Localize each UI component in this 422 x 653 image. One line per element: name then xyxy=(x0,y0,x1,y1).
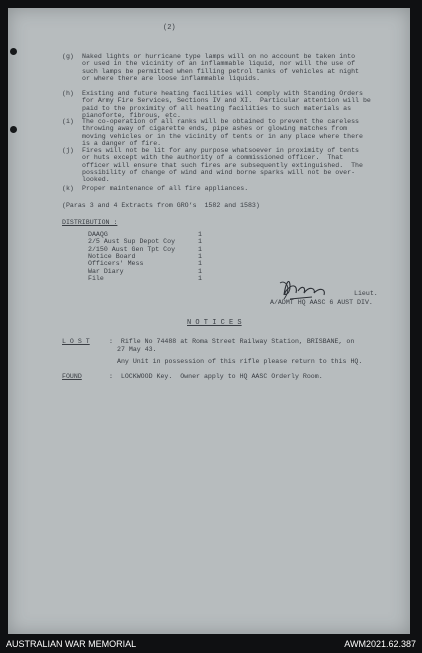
distribution-item-count: 1 xyxy=(198,274,202,282)
footer-reference: AWM2021.62.387 xyxy=(344,639,416,649)
paragraph-line: throwing away of cigarette ends, pipe ashes or glowing matches from xyxy=(82,125,348,133)
signature-rank: Lieut. xyxy=(354,290,378,297)
paragraph-line: is a danger of fire. xyxy=(82,139,162,147)
distribution-item-name: Officers' Mess xyxy=(88,260,144,268)
lost-instruction: Any Unit in possession of this rifle please return to this HQ. xyxy=(117,358,363,365)
distribution-heading: DISTRIBUTION : xyxy=(62,219,118,226)
paragraph-body xyxy=(82,118,363,147)
paragraph-line: Existing and future heating facilities will comply with Standing Orders xyxy=(82,90,363,97)
paragraph-line: pianoforte, fibrous, etc. xyxy=(82,111,181,119)
lost-text: : Rifle No 74488 at Roma Street Railway Station, BRISBANE, on xyxy=(109,338,355,345)
reference-line: (Paras 3 and 4 Extracts from GRO’s 1582 and 1583) xyxy=(62,202,260,209)
punch-hole xyxy=(10,48,17,55)
paragraph-label: (g) xyxy=(62,53,74,60)
distribution-item-count: 1 xyxy=(198,245,202,253)
notices-heading: N O T I C E S xyxy=(187,319,242,327)
paragraph-body xyxy=(82,185,248,192)
paragraph-line: such lamps be permitted when filling petrol tanks of vehicles at night xyxy=(82,67,359,75)
archive-footer xyxy=(0,634,422,653)
paragraph-label: (j) xyxy=(62,147,74,154)
paragraph-line: for Army Fire Services, Sections IV and XI. Particular attention will be xyxy=(82,97,371,105)
lost-date: 27 May 43. xyxy=(117,346,157,353)
distribution-item-count: 1 xyxy=(198,252,202,260)
found-label: FOUND xyxy=(62,373,82,380)
paragraph-line: The co-operation of all ranks will be obtained to prevent the careless xyxy=(82,118,359,125)
distribution-item-count: 1 xyxy=(198,231,202,238)
paragraph-body xyxy=(82,53,359,82)
distribution-item-count: 1 xyxy=(198,260,202,268)
distribution-item-count: 1 xyxy=(198,267,202,275)
paragraph-body xyxy=(82,90,371,119)
paragraph-line: or used in the vicinity of an inflammable liquid, nor will the use of xyxy=(82,60,356,68)
paragraph-line: paid to the proximity of all heating facilities to such materials as xyxy=(82,104,352,112)
document-page xyxy=(8,8,410,634)
distribution-item-name: DAAQG xyxy=(88,231,108,238)
signature-appointment: A/ADMT HQ AASC 6 AUST DIV. xyxy=(270,299,373,306)
footer-institution: AUSTRALIAN WAR MEMORIAL xyxy=(6,639,137,649)
distribution-item-count: 1 xyxy=(198,238,202,246)
paragraph-line: or huts except with the authority of a commissioned officer. That xyxy=(82,154,344,162)
paragraph-line: moving vehicles or in the vicinity of tents or in any place where there xyxy=(82,132,363,140)
page-number: (2) xyxy=(163,24,176,32)
paragraph-line: Naked lights or hurricane type lamps will on no account be taken into xyxy=(82,53,356,60)
distribution-item-name: Notice Board xyxy=(88,252,136,260)
paragraph-line: Proper maintenance of all fire appliances. xyxy=(82,185,249,192)
distribution-item-name: 2/150 Aust Gen Tpt Coy xyxy=(88,245,176,253)
paragraph-label: (k) xyxy=(62,185,74,192)
found-text: : LOCKWOOD Key. Owner apply to HQ AASC Orderly Room. xyxy=(109,373,323,380)
paragraph-body xyxy=(82,147,363,183)
paragraph-line: looked. xyxy=(82,176,110,184)
distribution-item-name: File xyxy=(88,274,104,282)
lost-label: L O S T xyxy=(62,338,90,345)
paragraph-line: or where there are loose inflammable liquids. xyxy=(82,74,261,82)
paragraph-label: (i) xyxy=(62,118,74,125)
distribution-item-name: War Diary xyxy=(88,267,124,275)
punch-hole xyxy=(10,126,17,133)
distribution-item-name: 2/5 Aust Sup Depot Coy xyxy=(88,238,176,246)
paragraph-label: (h) xyxy=(62,90,74,97)
paragraph-line: officer will ensure that such fires are subsequently extinguished. The xyxy=(82,161,363,169)
paragraph-line: possibility of change of wind and wind borne sparks will not be over- xyxy=(82,168,356,176)
paragraph-line: Fires will not be lit for any purpose whatsoever in proximity of tents xyxy=(82,147,359,154)
